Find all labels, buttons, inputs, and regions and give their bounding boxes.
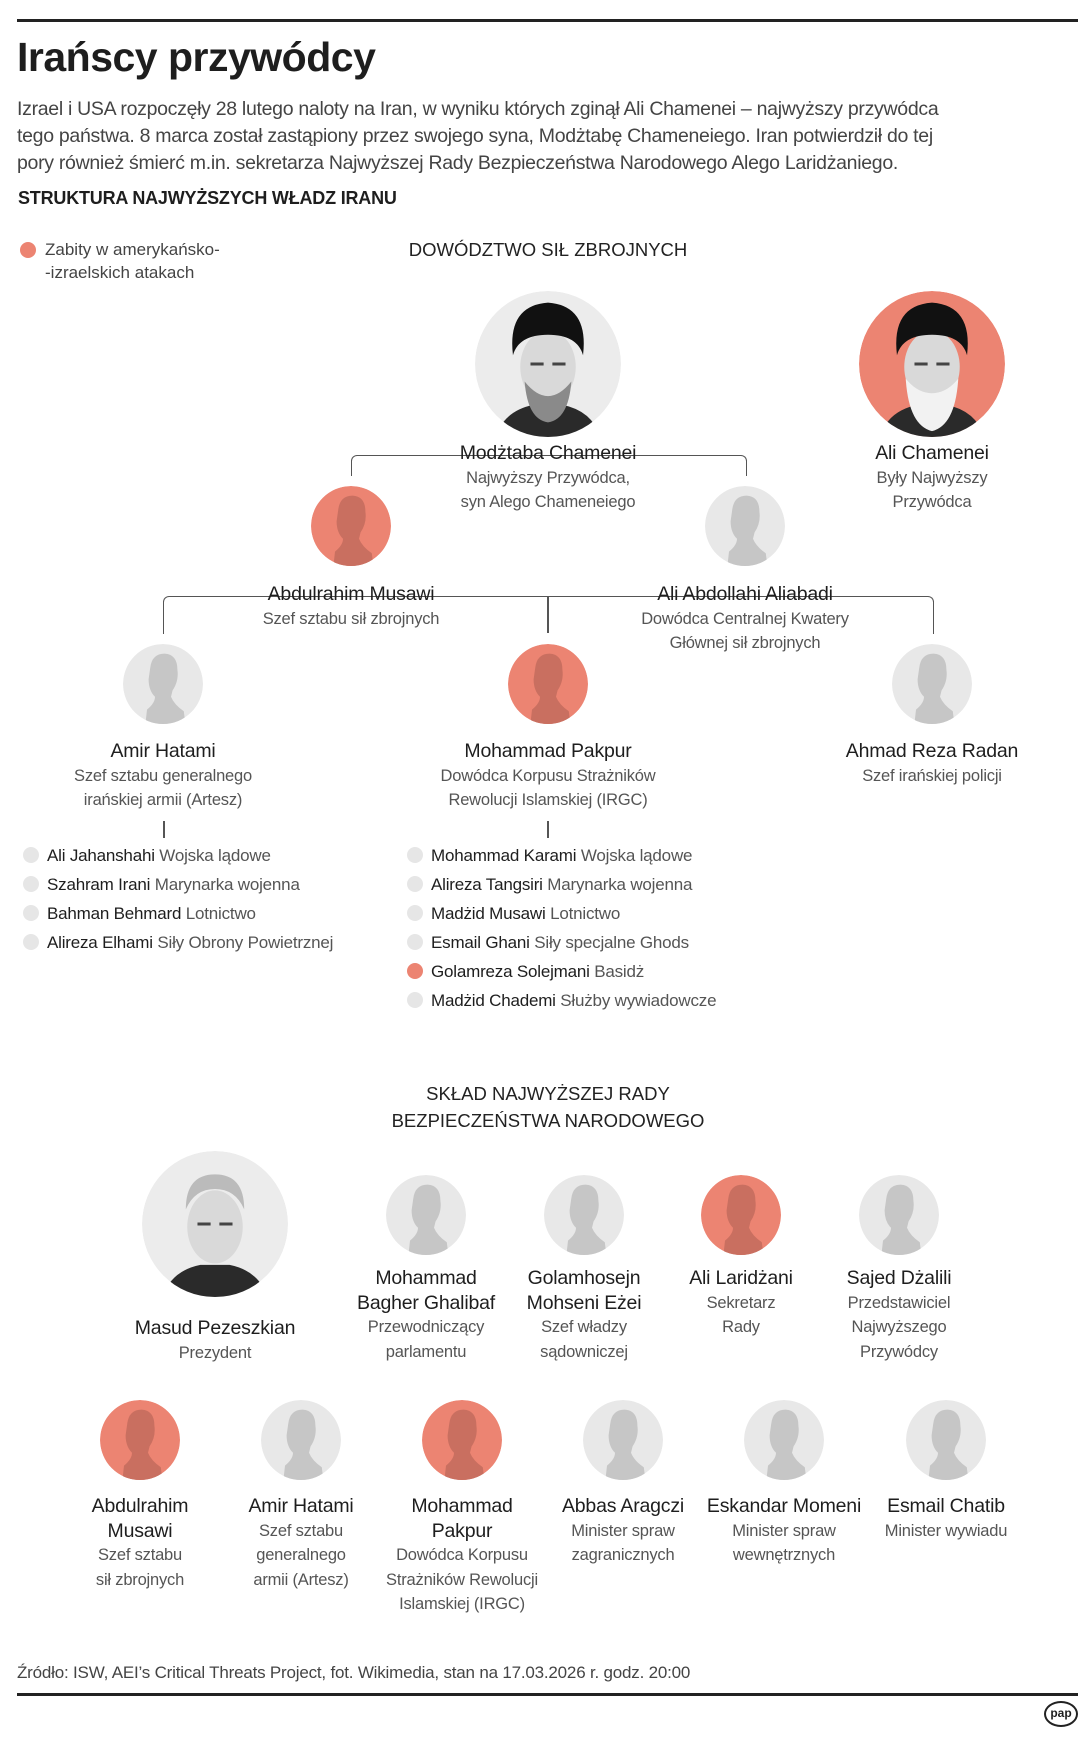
person-role: Szef sztabu	[258, 1521, 343, 1540]
council-member-avatar-silhouette-icon	[261, 1400, 341, 1480]
council-member-avatar-photo	[142, 1151, 288, 1297]
person-role: Głównej sił zbrojnych	[669, 634, 821, 652]
person-role: Dowódca Korpusu	[396, 1546, 528, 1564]
list-item-name: Bahman Behmard	[47, 903, 182, 923]
person-role: syn Alego Chameneiego	[460, 493, 636, 511]
command-person-avatar-silhouette-icon	[705, 486, 785, 566]
bottom-rule	[17, 1693, 1078, 1696]
irgc-commander-item	[407, 991, 716, 1011]
intro-line: tego państwa. 8 marca został zastąpiony przez swojego syna, Modżtabę Chameneiego. Iran potwierdził do tej	[17, 125, 933, 147]
status-dot-icon	[23, 876, 39, 892]
person-name: Ahmad Reza Radan	[845, 740, 1019, 762]
command-person-label	[74, 739, 252, 813]
irgc-commander-item	[407, 933, 689, 953]
list-item-name: Golamreza Solejmani	[431, 961, 590, 981]
legend-line: Zabity w amerykańsko-	[45, 240, 220, 259]
list-item-role: Służby wywiadowcze	[555, 990, 717, 1010]
person-role: armii (Artesz)	[253, 1570, 349, 1589]
irgc-commander-item	[407, 875, 692, 895]
council-member-avatar-silhouette-icon	[100, 1400, 180, 1480]
person-name: Abdulrahim	[91, 1495, 189, 1517]
council-member-avatar-silhouette-icon	[744, 1400, 824, 1480]
person-role: sił zbrojnych	[95, 1570, 185, 1589]
person-role: Islamskiej (IRGC)	[399, 1595, 525, 1613]
list-item-role: Wojska lądowe	[154, 846, 271, 865]
person-role: Sekretarz	[706, 1293, 776, 1312]
source-note: Źródło: ISW, AEI’s Critical Threats Project, fot. Wikimedia, stan na 17.03.2026 r. godz. 20:00	[17, 1663, 691, 1682]
person-name: Modżtaba Chamenei	[459, 442, 637, 464]
command-person-label	[846, 739, 1018, 788]
person-name: Eskandar Momeni	[706, 1495, 862, 1517]
intro-line: pory również śmierć m.in. sekretarza Najwyższej Rady Bezpieczeństwa Narodowego Alego Laridżaniego.	[17, 152, 899, 174]
person-role: Przywódca	[892, 493, 972, 511]
list-item-name: Esmail Ghani	[431, 932, 530, 952]
list-item-role: Wojska lądowe	[576, 846, 693, 865]
person-role: Szef sztabu generalnego	[74, 766, 252, 785]
page-title: Irańscy przywódcy	[17, 34, 376, 80]
council-member-label	[248, 1494, 353, 1592]
council-heading-line: SKŁAD NAJWYŻSZEJ RADY	[426, 1083, 670, 1104]
status-dot-icon	[407, 905, 423, 921]
status-dot-icon	[407, 934, 423, 950]
person-name: Abbas Aragczi	[561, 1495, 685, 1517]
person-role: Prezydent	[178, 1343, 252, 1362]
person-name: Sajed Dżalili	[846, 1267, 952, 1289]
list-item-role: Marynarka wojenna	[150, 874, 300, 894]
army-commander-item	[23, 875, 300, 895]
person-name: Abdulrahim Musawi	[267, 583, 435, 605]
army-commander-item	[23, 933, 333, 953]
person-role: Rady	[722, 1318, 760, 1336]
council-member-avatar-silhouette-icon	[583, 1400, 663, 1480]
command-person-label	[441, 739, 656, 813]
council-member-label	[135, 1316, 295, 1365]
person-name: Mohseni Eżei	[526, 1291, 642, 1314]
list-item-name: Madżid Musawi	[431, 903, 546, 923]
legend-line: -izraelskich atakach	[45, 263, 195, 282]
person-name: Bagher Ghalibaf	[357, 1291, 495, 1314]
council-member-label	[562, 1494, 684, 1568]
command-person-avatar-silhouette-icon	[311, 486, 391, 566]
status-dot-icon	[407, 992, 423, 1008]
person-name: Pakpur	[431, 1519, 493, 1542]
person-name: Amir Hatami	[248, 1495, 354, 1517]
person-name: Mohammad	[411, 1495, 513, 1517]
person-name: Mohammad Pakpur	[464, 740, 632, 762]
list-item-role: Marynarka wojenna	[542, 874, 693, 894]
council-member-avatar-silhouette-icon	[422, 1400, 502, 1480]
list-item-role: Siły specjalne Ghods	[529, 932, 689, 952]
list-item-name: Alireza Elhami	[47, 932, 153, 952]
command-person-label	[263, 582, 440, 631]
person-name: Masud Pezeszkian	[134, 1317, 296, 1339]
council-member-avatar-silhouette-icon	[544, 1175, 624, 1255]
person-name: Golamhosejn	[527, 1267, 641, 1289]
list-item-name: Madżid Chademi	[431, 990, 556, 1010]
person-role: Przedstawiciel	[847, 1293, 951, 1312]
section-subtitle: STRUKTURA NAJWYŻSZYCH WŁADZ IRANU	[18, 188, 397, 208]
person-role: generalnego	[256, 1546, 346, 1564]
council-member-label	[386, 1494, 538, 1617]
irgc-commander-item	[407, 904, 620, 924]
person-role: Najwyższy Przywódca,	[466, 468, 630, 487]
council-member-label	[92, 1494, 189, 1592]
connector-army-list	[163, 821, 165, 838]
person-role: Szef sztabu sił zbrojnych	[262, 609, 440, 628]
status-dot-icon	[407, 963, 423, 979]
pap-logo: pap	[1044, 1701, 1078, 1727]
connector-center	[547, 596, 549, 633]
council-heading-line: BEZPIECZEŃSTWA NARODOWEGO	[391, 1110, 705, 1131]
list-item-name: Szahram Irani	[47, 874, 151, 894]
council-member-label	[707, 1494, 861, 1568]
list-item-role: Lotnictwo	[545, 903, 621, 923]
army-commander-item	[23, 904, 256, 924]
council-member-avatar-silhouette-icon	[701, 1175, 781, 1255]
command-person-avatar-silhouette-icon	[508, 644, 588, 724]
list-item-name: Ali Jahanshahi	[47, 846, 155, 865]
person-role: Dowódca Centralnej Kwatery	[641, 609, 849, 628]
person-name: Amir Hatami	[110, 740, 216, 762]
person-role: irańskiej armii (Artesz)	[83, 791, 243, 809]
person-name: Esmail Chatib	[887, 1495, 1005, 1517]
command-person-avatar-photo	[475, 291, 621, 437]
status-dot-icon	[407, 847, 423, 863]
person-name: Ali Laridżani	[689, 1267, 793, 1289]
list-item-name: Alireza Tangsiri	[431, 874, 543, 894]
irgc-commander-item	[407, 846, 692, 866]
person-role: Były Najwyższy	[876, 468, 988, 487]
person-name: Ali Chamenei	[875, 442, 989, 464]
list-item-role: Basidż	[589, 961, 645, 981]
person-role: Przewodniczący	[367, 1318, 485, 1336]
person-role: Szef irańskiej policji	[862, 766, 1002, 785]
intro-line: Izrael i USA rozpoczęły 28 lutego naloty na Iran, w wyniku których zginął Ali Chamenei – najwyższy przywódca	[17, 98, 939, 120]
person-role: parlamentu	[385, 1342, 467, 1361]
person-role: sądowniczej	[540, 1342, 628, 1361]
person-role: zagranicznych	[571, 1546, 675, 1564]
status-dot-icon	[407, 876, 423, 892]
command-person-label	[875, 441, 989, 515]
person-role: Minister wywiadu	[884, 1521, 1008, 1540]
irgc-commander-item	[407, 962, 644, 982]
command-person-avatar-photo	[859, 291, 1005, 437]
council-member-avatar-silhouette-icon	[859, 1175, 939, 1255]
list-item-role: Lotnictwo	[181, 903, 256, 923]
legend-killed-label	[45, 238, 220, 284]
command-heading: DOWÓDZTWO SIŁ ZBROJNYCH	[408, 239, 688, 260]
person-role: Szef władzy	[541, 1318, 627, 1336]
council-member-label	[527, 1266, 642, 1364]
council-heading	[392, 1080, 705, 1134]
status-dot-icon	[23, 934, 39, 950]
intro-text	[17, 96, 938, 177]
army-commander-item	[23, 846, 271, 866]
council-member-label	[357, 1266, 495, 1364]
person-role: Minister spraw	[732, 1521, 836, 1540]
person-role: Dowódca Korpusu Strażników	[440, 766, 656, 785]
person-role: Strażników Rewolucji	[386, 1570, 538, 1589]
command-person-label	[460, 441, 637, 515]
person-role: Przywódcy	[860, 1342, 938, 1361]
command-person-label	[641, 582, 849, 656]
person-role: Rewolucji Islamskiej (IRGC)	[448, 791, 648, 809]
connector-irgc-list	[547, 821, 549, 838]
legend-killed-dot	[20, 242, 36, 258]
person-name: Musawi	[107, 1519, 173, 1542]
council-member-label	[689, 1266, 793, 1340]
person-name: Ali Abdollahi Aliabadi	[657, 583, 833, 605]
person-role: Szef sztabu	[97, 1546, 183, 1564]
top-rule	[17, 19, 1078, 22]
person-role: Najwyższego	[851, 1318, 947, 1336]
person-name: Mohammad	[375, 1267, 477, 1289]
list-item-name: Mohammad Karami	[431, 846, 577, 865]
council-member-avatar-silhouette-icon	[906, 1400, 986, 1480]
council-member-avatar-silhouette-icon	[386, 1175, 466, 1255]
status-dot-icon	[23, 905, 39, 921]
person-role: Minister spraw	[571, 1521, 675, 1540]
status-dot-icon	[23, 847, 39, 863]
command-person-avatar-silhouette-icon	[892, 644, 972, 724]
council-member-label	[885, 1494, 1007, 1543]
command-person-avatar-silhouette-icon	[123, 644, 203, 724]
council-member-label	[847, 1266, 952, 1364]
person-role: wewnętrznych	[732, 1546, 836, 1564]
list-item-role: Siły Obrony Powietrznej	[152, 932, 334, 952]
